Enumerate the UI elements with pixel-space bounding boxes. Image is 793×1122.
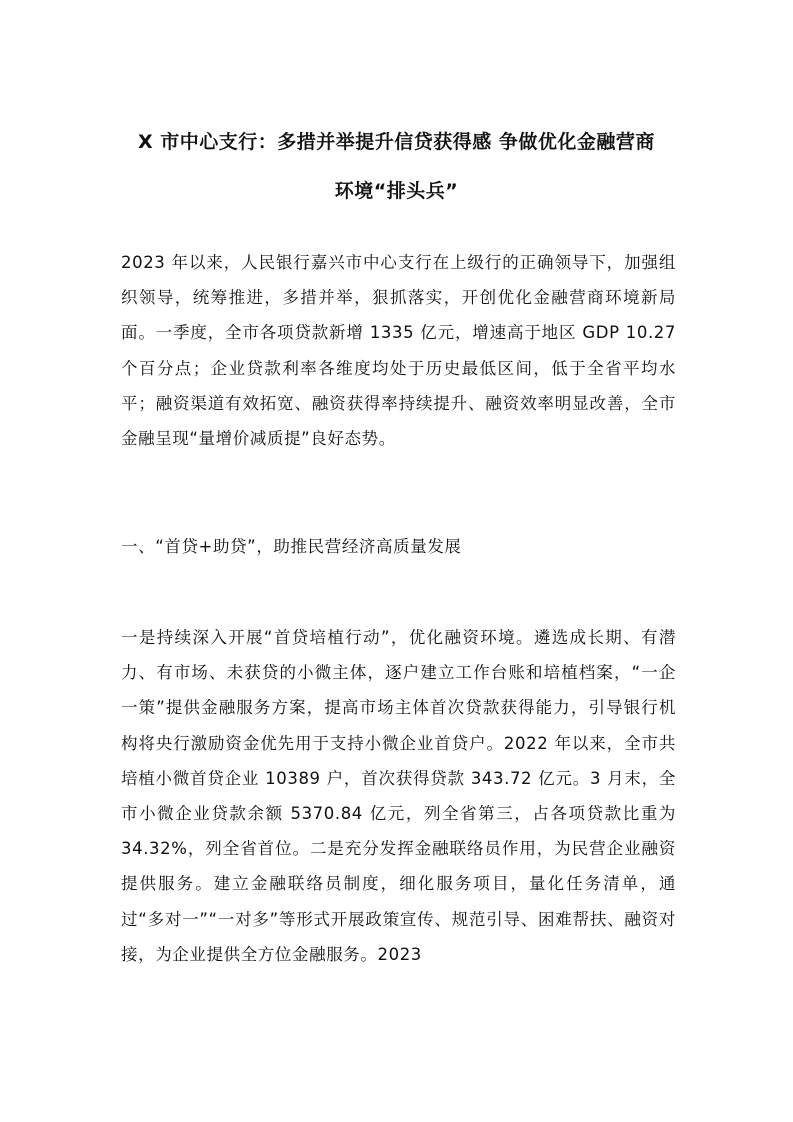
section-heading-1: 一、“首贷+助贷”，助推民营经济高质量发展 (121, 537, 462, 556)
section-1-paragraph: 一是持续深入开展“首贷培植行动”，优化融资环境。遴选成长期、有潜力、有市场、未获贷的小微主体，逐户建立工作台账和培植档案，“一企一策”提供金融服务方案，提高市场主体首次贷款获得能力，引导银行机构将央行激励资金优先用于支持小微企业首贷户。2022 年以来，全市共培植小微首贷企业 10389 户，首次获得贷款 343.72 亿元。3 月末，全市小微企业贷款余额 5370.84 亿元，列全省第三，占各项贷款比重为 34.32%，列全省首位。二是充分发挥金融联络员作用，为民营企业融资提供服务。建立金融联络员制度，细化服务项目，量化任务清单，通过“多对一”“一对多”等形式开展政策宣传、规范引导、困难帮扶、融资对接，为企业提供全方位金融服务。2023 (121, 628, 676, 964)
document-title-line-1: X 市中心支行：多措并举提升信贷获得感 争做优化金融营商 (138, 131, 655, 153)
document-title-line-2: 环境“排头兵” (334, 180, 459, 202)
intro-paragraph: 2023 年以来，人民银行嘉兴市中心支行在上级行的正确领导下，加强组织领导，统筹推进，多措并举，狠抓落实，开创优化金融营商环境新局面。一季度，全市各项贷款新增 1335 亿元，增速高于地区 GDP 10.27 个百分点；企业贷款利率各维度均处于历史最低区间，低于全省平均水平；融资渠道有效拓宽、融资获得率持续提升、融资效率明显改善，全市金融呈现“量增价减质提”良好态势。 (121, 253, 676, 449)
